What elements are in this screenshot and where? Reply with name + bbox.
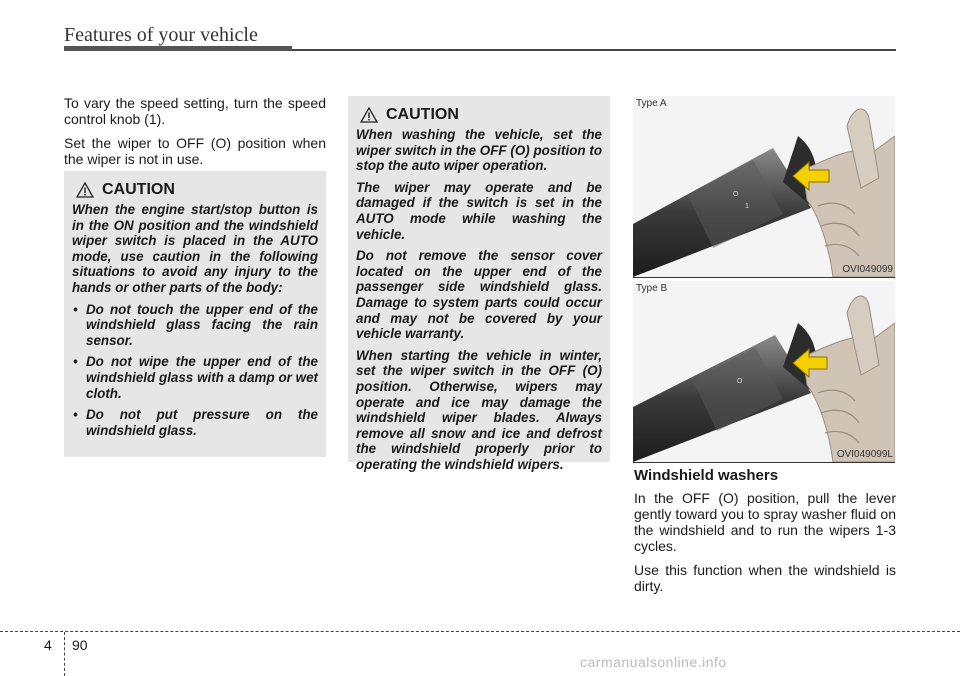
- watermark: carmanualsonline.info: [580, 654, 727, 670]
- section-heading: Windshield washers: [634, 467, 779, 484]
- left-column-text: [64, 95, 326, 175]
- warning-triangle-icon: [76, 182, 94, 198]
- figure-code: OVI049099L: [836, 449, 893, 460]
- footer-divider: [0, 631, 960, 632]
- wiper-lever-illustration: [633, 96, 895, 277]
- figure-type-b: [633, 281, 895, 463]
- caution-bullet-list: [72, 302, 318, 439]
- header-rule-thin: [292, 49, 896, 51]
- caution-title: CAUTION: [102, 181, 175, 198]
- svg-text:O: O: [733, 191, 739, 198]
- caution-paragraph: When washing the vehicle, set the wiper switch in the OFF (O) position to stop the auto wiper operation.: [356, 127, 602, 174]
- caution-title: CAUTION: [386, 106, 459, 123]
- wiper-lever-illustration: [633, 281, 895, 462]
- page-number: 90: [72, 637, 88, 653]
- body-paragraph: Use this function when the windshield is dirty.: [634, 562, 896, 594]
- svg-text:O: O: [737, 378, 743, 385]
- figure-type-a: [633, 96, 895, 278]
- footer-divider-vertical: [64, 632, 65, 676]
- caution-paragraph: Do not remove the sensor cover located on the upper end of the passenger side windshield glass. Damage to system parts could occur and may not be covered by your vehicle warranty.: [356, 248, 602, 342]
- body-paragraph: In the OFF (O) position, pull the lever gently toward you to spray washer fluid on the windshield and to run the wipers 1-3 cycles.: [634, 490, 896, 554]
- list-item: • Do not wipe the upper end of the windshield glass with a damp or wet cloth.: [72, 354, 318, 401]
- list-item: • Do not touch the upper end of the windshield glass facing the rain sensor.: [72, 302, 318, 349]
- figure-code: OVI049099: [842, 264, 893, 275]
- washers-section: [634, 467, 896, 602]
- list-item: • Do not put pressure on the windshield glass.: [72, 407, 318, 438]
- caution-box-washing: [348, 96, 610, 472]
- caution-intro: When the engine start/stop button is in the ON position and the windshield wiper switch is placed in the AUTO mode, use caution in the following situations to avoid any injury to the hands or other parts of the body:: [72, 202, 318, 295]
- caution-header: [360, 106, 602, 124]
- chapter-number: 4: [44, 637, 52, 653]
- warning-triangle-icon: [360, 107, 378, 123]
- body-paragraph: Set the wiper to OFF (O) position when the wiper is not in use.: [64, 135, 326, 167]
- caution-box-rain-sensor: [64, 171, 326, 457]
- caution-paragraph: When starting the vehicle in winter, set the wiper switch in the OFF (O) position. Otherwise, wipers may operate and ice may damage the windshield wiper blades. Always remove all snow and ice and defrost the windshield properly prior to operating the windshield wipers.: [356, 347, 602, 472]
- header-rule-thick: [64, 46, 292, 51]
- body-paragraph: To vary the speed setting, turn the speed control knob (1).: [64, 95, 326, 127]
- svg-text:1: 1: [745, 203, 749, 210]
- caution-header: [76, 181, 318, 199]
- figure-type-label: Type A: [636, 98, 667, 109]
- figure-type-label: Type B: [636, 283, 668, 294]
- caution-paragraph: The wiper may operate and be damaged if the switch is set in the AUTO mode while washing the vehicle.: [356, 179, 602, 242]
- header-title: Features of your vehicle: [64, 24, 258, 46]
